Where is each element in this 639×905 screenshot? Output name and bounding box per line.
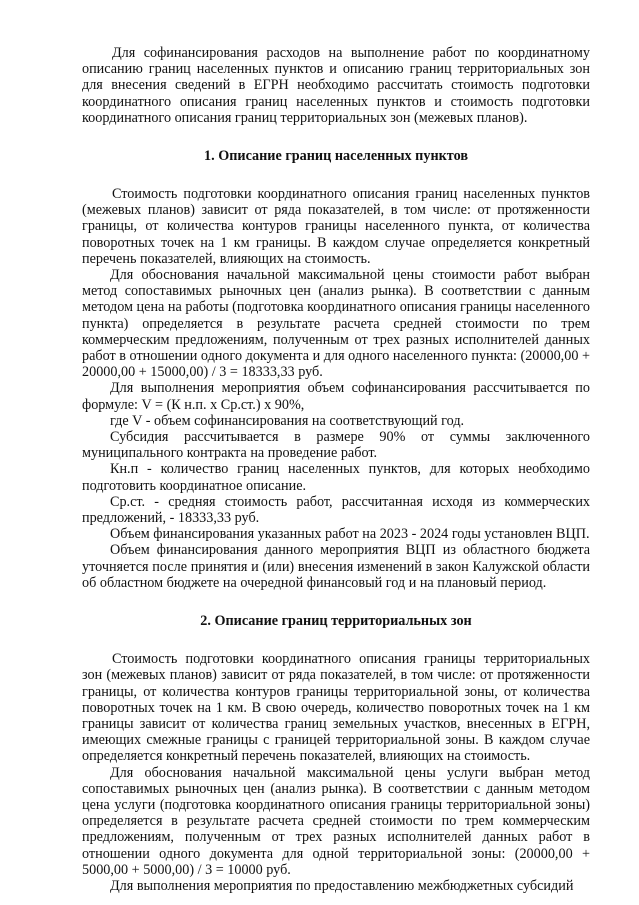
- section-2-paragraph-method: Для обоснования начальной максимальной цены услуги выбран метод сопоставимых рыночных цен (анализ рынка). В соответствии с данным методом цена услуги (подготовка координатного описания границы территориальной зоны) определяется в результате расчета средней стоимости по трем коммерческим предложениям, полученным от трех разных исполнителей данных работ в отношении одного документа для одной территориальной зоны: (20000,00 + 5000,00 + 5000,00) / 3 = 10000 руб.: [82, 764, 590, 878]
- section-1-paragraph-funding-years: Объем финансирования указанных работ на 2023 - 2024 годы установлен ВЦП.: [110, 526, 590, 543]
- section-2-paragraph-subsidies: Для выполнения мероприятия по предоставлению межбюджетных субсидий: [110, 877, 574, 894]
- section-1-paragraph-cost: Стоимость подготовки координатного описания границ населенных пунктов (межевых планов) зависит от ряда показателей, в том числе: от протяженности границы, от количества контуров границы населенного пункта, от количества поворотных точек на 1 км границы. В каждом случае определяется конкретный перечень показателей, влияющих на стоимость.: [82, 186, 590, 267]
- section-1-heading: 1. Описание границ населенных пунктов: [204, 148, 468, 165]
- section-1-paragraph-method: Для обоснования начальной максимальной цены стоимости работ выбран метод сопоставимых рыночных цен (анализ рынка). В соответствии с данным методом цена на работы (подготовка координатного описания границы населенного пункта) определяется в результате расчета средней стоимости по трем коммерческим предложениям, полученным от трех разных исполнителей данных работ в отношении одного документа и для одного населенного пункта: (20000,00 + 20000,00 + 15000,00) / 3 = 18333,33 руб.: [82, 267, 590, 381]
- section-1-paragraph-funding-budget: Объем финансирования данного мероприятия ВЦП из областного бюджета уточняется после принятия и (или) внесения изменений в закон Калужской области об областном бюджете на очередной финансовый год и на плановый период.: [82, 542, 590, 591]
- intro-paragraph: Для софинансирования расходов на выполнение работ по координатному описанию границ населенных пунктов и описанию границ территориальных зон для внесения сведений в ЕГРН необходимо рассчитать стоимость подготовки координатного описания границ населенных пунктов и стоимость подготовки координатного описания границ территориальных зон (межевых планов).: [82, 45, 590, 126]
- section-1-paragraph-subsidy: Субсидия рассчитывается в размере 90% от суммы заключенного муниципального контракта на проведение работ.: [82, 429, 590, 462]
- section-1-paragraph-kn-definition: Кн.п - количество границ населенных пунктов, для которых необходимо подготовить координатное описание.: [82, 461, 590, 494]
- section-2-heading: 2. Описание границ территориальных зон: [200, 613, 472, 630]
- section-2-paragraph-cost: Стоимость подготовки координатного описания границы территориальных зон (межевых планов) зависит от ряда показателей, в том числе: от протяженности границы, от количества контуров границы территориальной зоны, от количества поворотных точек на 1 км. В свою очередь, количество поворотных точек на 1 км границы зависит от количества границ земельных участков, внесенных в ЕГРН, имеющих смежные границы с границей территориальной зоны. В каждом случае определяется конкретный перечень показателей, влияющих на стоимость.: [82, 651, 590, 765]
- section-1-paragraph-formula: Для выполнения мероприятия объем софинансирования рассчитывается по формуле: V = (К н.п. х Ср.ст.) х 90%,: [82, 380, 590, 413]
- section-1-paragraph-v-definition: где V - объем софинансирования на соответствующий год.: [110, 412, 465, 429]
- section-1-paragraph-avg-cost: Ср.ст. - средняя стоимость работ, рассчитанная исходя из коммерческих предложений, - 18333,33 руб.: [82, 493, 590, 527]
